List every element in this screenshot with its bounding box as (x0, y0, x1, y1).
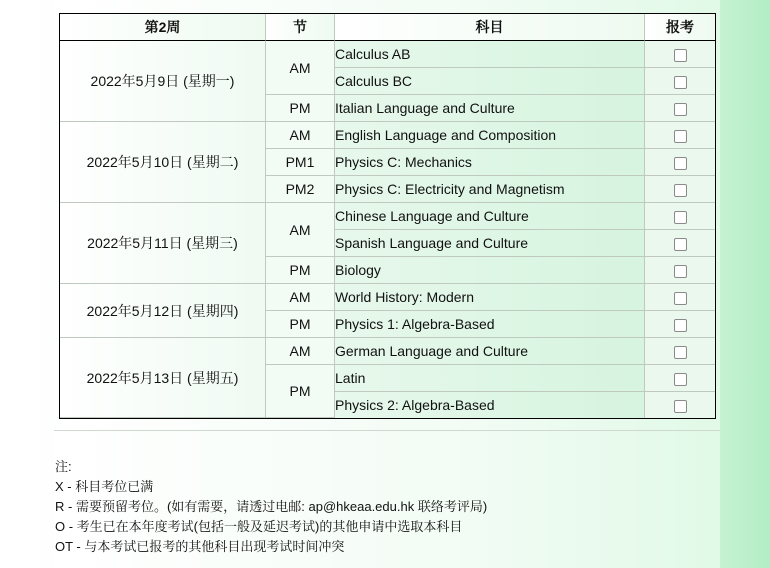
header-register: 报考 (645, 14, 715, 41)
subject-cell: Physics C: Mechanics (335, 149, 645, 176)
register-checkbox[interactable] (674, 103, 687, 116)
session-cell: AM (266, 41, 335, 95)
table-body (60, 41, 715, 418)
session-cell: PM (266, 365, 335, 418)
subject-cell: Italian Language and Culture (335, 95, 645, 122)
notes-section (55, 457, 487, 557)
subject-cell: English Language and Composition (335, 122, 645, 149)
date-cell: 2022年5月11日 (星期三) (60, 203, 266, 284)
table-row (60, 122, 715, 149)
subject-cell: Physics 1: Algebra-Based (335, 311, 645, 338)
subject-cell: Physics 2: Algebra-Based (335, 392, 645, 418)
date-cell: 2022年5月13日 (星期五) (60, 338, 266, 418)
register-checkbox[interactable] (674, 292, 687, 305)
subject-cell: Latin (335, 365, 645, 392)
register-cell (645, 284, 715, 311)
subject-cell: Calculus AB (335, 41, 645, 68)
register-checkbox[interactable] (674, 157, 687, 170)
register-cell (645, 257, 715, 284)
table-row (60, 203, 715, 230)
register-checkbox[interactable] (674, 49, 687, 62)
register-cell (645, 392, 715, 418)
table-row (60, 41, 715, 68)
session-cell: AM (266, 122, 335, 149)
register-cell (645, 41, 715, 68)
note-line-o: O - 考生已在本年度考试(包括一般及延迟考试)的其他申请中选取本科目 (55, 519, 463, 534)
register-checkbox[interactable] (674, 184, 687, 197)
register-cell (645, 95, 715, 122)
session-cell: AM (266, 203, 335, 257)
table-row (60, 284, 715, 311)
register-cell (645, 311, 715, 338)
register-checkbox[interactable] (674, 238, 687, 251)
subject-cell: German Language and Culture (335, 338, 645, 365)
register-checkbox[interactable] (674, 319, 687, 332)
subject-cell: Chinese Language and Culture (335, 203, 645, 230)
register-checkbox[interactable] (674, 373, 687, 386)
subject-cell: Calculus BC (335, 68, 645, 95)
date-cell: 2022年5月9日 (星期一) (60, 41, 266, 122)
session-cell: AM (266, 338, 335, 365)
session-cell: PM2 (266, 176, 335, 203)
subject-cell: World History: Modern (335, 284, 645, 311)
register-checkbox[interactable] (674, 211, 687, 224)
date-cell: 2022年5月12日 (星期四) (60, 284, 266, 338)
register-checkbox[interactable] (674, 346, 687, 359)
exam-schedule-table (59, 13, 716, 419)
register-cell (645, 365, 715, 392)
register-cell (645, 176, 715, 203)
note-line-ot: OT - 与本考试已报考的其他科目出现考试时间冲突 (55, 539, 345, 554)
notes-title: 注: (55, 459, 72, 474)
section-divider (54, 430, 720, 431)
note-line-r: R - 需要预留考位。(如有需要，请透过电邮: ap@hkeaa.edu.hk 联络考评局) (55, 499, 488, 514)
register-cell (645, 338, 715, 365)
register-cell (645, 122, 715, 149)
register-cell (645, 203, 715, 230)
register-cell (645, 68, 715, 95)
session-cell: AM (266, 284, 335, 311)
register-cell (645, 149, 715, 176)
right-background-strip (720, 0, 770, 568)
register-checkbox[interactable] (674, 76, 687, 89)
header-subject: 科目 (335, 14, 645, 41)
header-session: 节 (266, 14, 335, 41)
table-header-row (60, 14, 715, 41)
date-cell: 2022年5月10日 (星期二) (60, 122, 266, 203)
subject-cell: Biology (335, 257, 645, 284)
subject-cell: Spanish Language and Culture (335, 230, 645, 257)
register-checkbox[interactable] (674, 400, 687, 413)
register-checkbox[interactable] (674, 130, 687, 143)
session-cell: PM (266, 311, 335, 338)
register-checkbox[interactable] (674, 265, 687, 278)
table-row (60, 338, 715, 365)
session-cell: PM (266, 257, 335, 284)
register-cell (645, 230, 715, 257)
session-cell: PM1 (266, 149, 335, 176)
header-week: 第2周 (60, 14, 266, 41)
note-line-x: X - 科目考位已满 (55, 479, 154, 494)
subject-cell: Physics C: Electricity and Magnetism (335, 176, 645, 203)
session-cell: PM (266, 95, 335, 122)
